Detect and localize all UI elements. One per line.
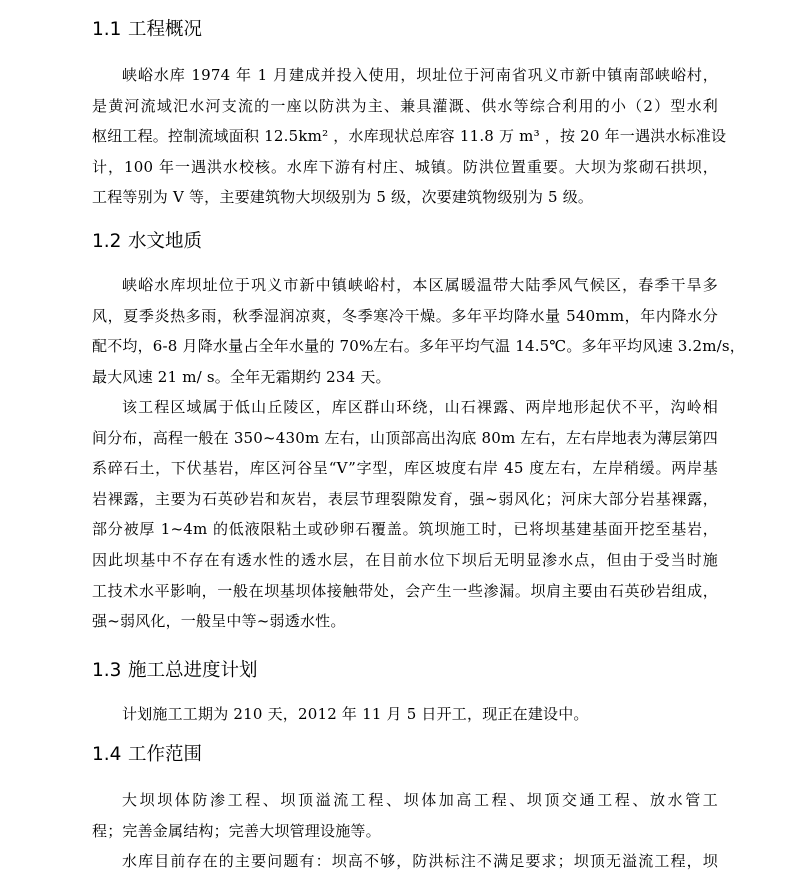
paragraph-line: 计，100 年一遇洪水校核。水库下游有村庄、城镇。防洪位置重要。大坝为浆砌石拱坝，: [92, 157, 718, 176]
paragraph-line: 该工程区域属于低山丘陵区，库区群山环绕，山石裸露、两岸地形起伏不平，沟岭相: [122, 398, 718, 416]
paragraph-line: 强~弱风化，一般呈中等~弱透水性。: [92, 612, 346, 631]
paragraph-line: 间分布，高程一般在 350~430m 左右，山顶部高出沟底 80m 左右，左右岸地表为薄层第四: [92, 428, 718, 447]
section-number: 1.2: [92, 231, 122, 252]
paragraph-line: 因此坝基中不存在有透水性的透水层，在目前水位下坝后无明显渗水点，但由于受当时施: [92, 550, 718, 569]
paragraph-geology: [92, 392, 718, 637]
section-heading-1-1: [92, 17, 202, 43]
paragraph-line: 最大风速 21 m/ s。全年无霜期约 234 天。: [92, 367, 391, 386]
section-number: 1.3: [92, 660, 122, 681]
paragraph-line: 配不均，6-8 月降水量占全年水量的 70%左右。多年平均气温 14.5℃。多年平均风速 3.2m/s，: [92, 337, 745, 356]
paragraph-line: 枢纽工程。控制流域面积 12.5km² ，水库现状总库容 11.8 万 m³ ，按 20 年一遇洪水标准设: [92, 127, 727, 146]
paragraph-project-overview: [92, 60, 727, 213]
paragraph-work-scope: [92, 785, 718, 846]
paragraph-line: 系碎石土，下伏基岩，库区河谷呈“V”字型，库区坡度右岸 45 度左右，左岸稍缓。两岸基: [92, 459, 718, 478]
paragraph-line: 大坝坝体防渗工程、坝顶溢流工程、坝体加高工程、坝顶交通工程、放水管工: [122, 791, 718, 809]
section-title: 水文地质: [128, 231, 203, 252]
section-heading-1-2: [92, 229, 202, 255]
paragraph-line: 峡峪水库坝址位于巩义市新中镇峡峪村，本区属暖温带大陆季风气候区，春季干旱多: [122, 276, 718, 294]
paragraph-line: 是黄河流域汜水河支流的一座以防洪为主、兼具灌溉、供水等综合利用的小（2）型水利: [92, 96, 718, 115]
paragraph-main-problems: [92, 846, 718, 877]
paragraph-climate: [92, 270, 745, 392]
section-title: 工程概况: [128, 19, 203, 40]
paragraph-line: 计划施工工期为 210 天，2012 年 11 月 5 日开工，现正在建设中。: [122, 705, 589, 723]
section-number: 1.4: [92, 744, 122, 765]
paragraph-schedule: [92, 699, 718, 730]
section-title: 施工总进度计划: [128, 660, 258, 681]
paragraph-line: 风，夏季炎热多雨，秋季湿润凉爽，冬季寒冷干燥。多年平均降水量 540mm，年内降水分: [92, 306, 718, 325]
paragraph-line: 峡峪水库 1974 年 1 月建成并投入使用，坝址位于河南省巩义市新中镇南部峡峪村，: [122, 66, 718, 84]
paragraph-line: 工技术水平影响，一般在坝基坝体接触带处，会产生一些渗漏。坝肩主要由石英砂岩组成，: [92, 581, 718, 600]
paragraph-line: 水库目前存在的主要问题有：坝高不够，防洪标注不满足要求；坝顶无溢流工程，坝: [122, 852, 718, 870]
paragraph-line: 部分被厚 1~4m 的低液限粘土或砂卵石覆盖。筑坝施工时，已将坝基建基面开挖至基岩，: [92, 520, 718, 539]
paragraph-line: 程；完善金属结构；完善大坝管理设施等。: [92, 821, 381, 840]
section-heading-1-3: [92, 658, 258, 684]
section-number: 1.1: [92, 19, 122, 40]
paragraph-line: 岩裸露，主要为石英砂岩和灰岩，表层节理裂隙发育，强~弱风化；河床大部分岩基裸露，: [92, 489, 718, 508]
section-title: 工作范围: [128, 744, 203, 765]
section-heading-1-4: [92, 742, 202, 768]
paragraph-line: 工程等别为 V 等，主要建筑物大坝级别为 5 级，次要建筑物级别为 5 级。: [92, 188, 594, 207]
